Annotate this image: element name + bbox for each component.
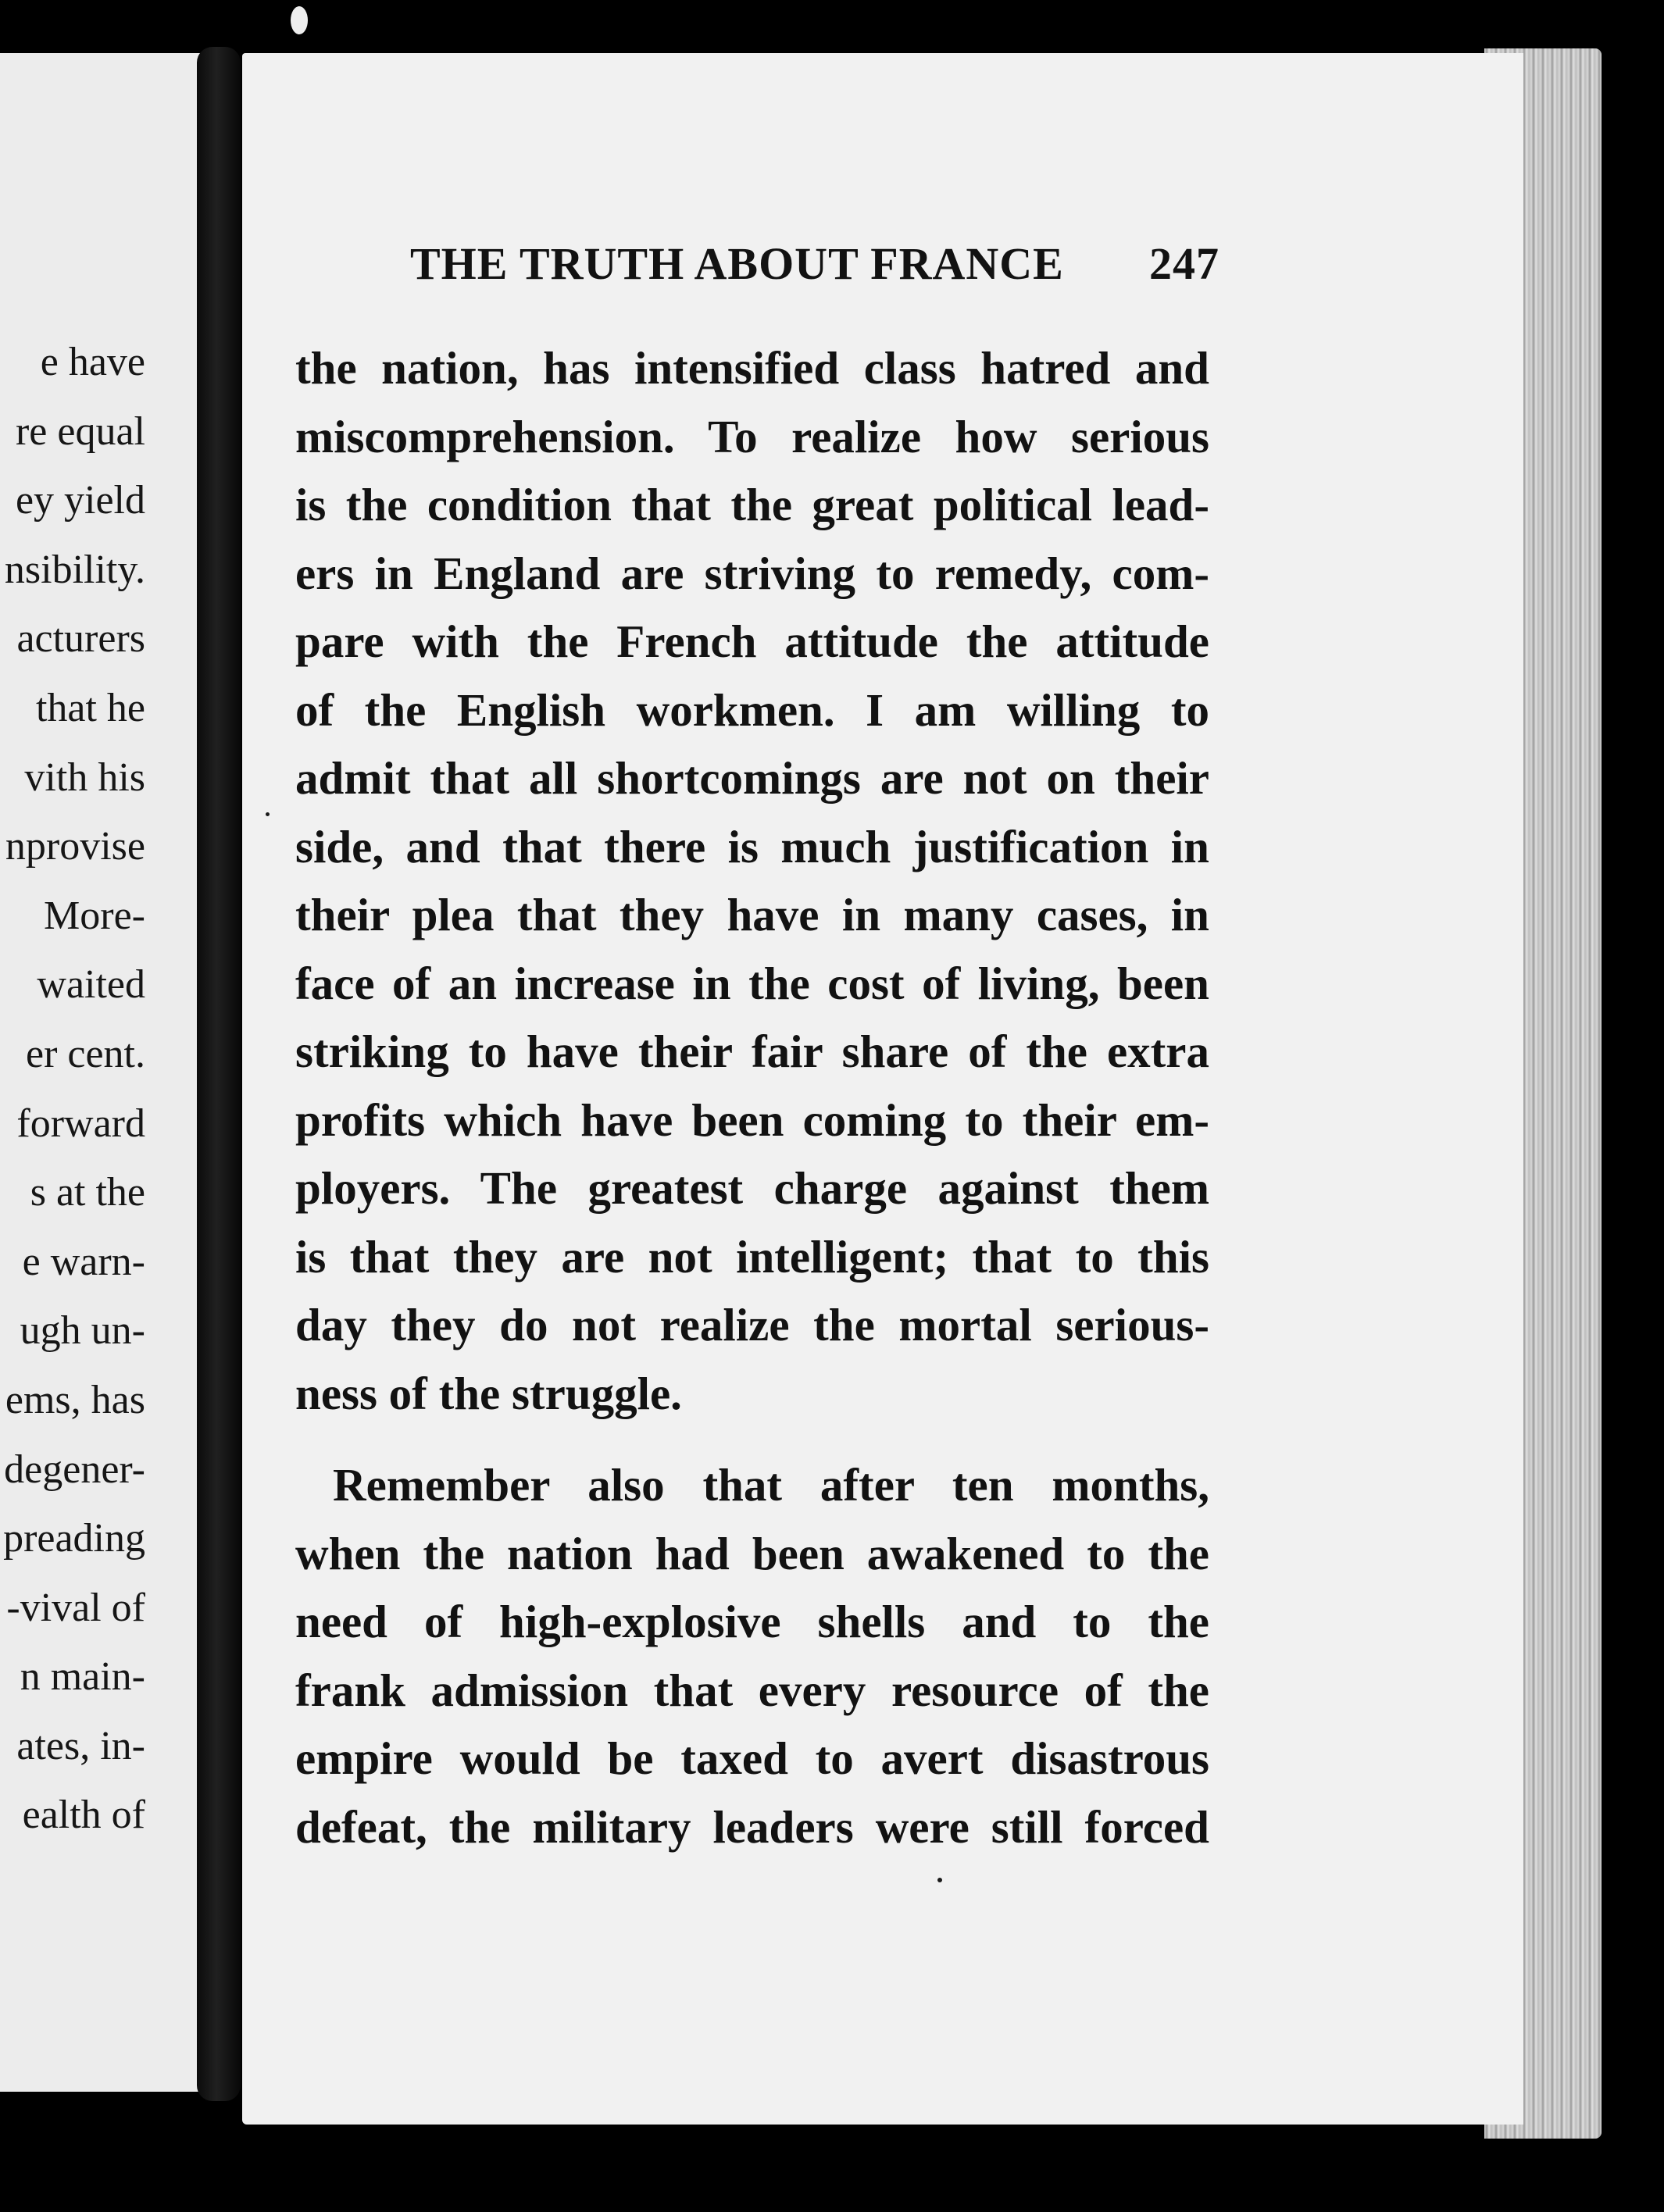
facing-line: ey yield [15, 478, 145, 523]
facing-page-left [0, 53, 205, 2092]
text-line: the nation, has intensified class hatred and [295, 342, 1209, 394]
page-number: 247 [1149, 238, 1219, 289]
facing-line: -vival of [6, 1585, 145, 1630]
facing-line: re equal [15, 409, 145, 454]
facing-line: More- [44, 893, 145, 938]
body-text [295, 334, 1209, 1861]
facing-line: ugh un- [20, 1308, 145, 1354]
facing-line: acturers [16, 616, 145, 662]
facing-line: forward [16, 1101, 145, 1146]
text-line: is that they are not intelligent; that to this [295, 1230, 1209, 1283]
facing-line: e warn- [22, 1239, 145, 1284]
text-line: when the nation had been awakened to the [295, 1527, 1209, 1579]
text-line: ness of the struggle. [295, 1367, 682, 1419]
text-line: profits which have been coming to their em- [295, 1094, 1209, 1146]
paragraph-2 [295, 1451, 1209, 1861]
text-line: frank admission that every resource of the [295, 1664, 1209, 1716]
text-line: face of an increase in the cost of living, been [295, 957, 1209, 1009]
scan-speck [266, 812, 270, 816]
facing-line: ates, in- [16, 1723, 145, 1768]
facing-line: nprovise [5, 824, 145, 869]
running-head-title: THE TRUTH ABOUT FRANCE [410, 238, 1064, 289]
scan-speck [291, 6, 308, 34]
running-head [410, 234, 1219, 305]
facing-line: waited [37, 962, 145, 1008]
book-gutter [197, 47, 241, 2101]
facing-line: nsibility. [4, 547, 145, 592]
text-line: defeat, the military leaders were still forced [295, 1800, 1209, 1853]
text-line: ployers. The greatest charge against them [295, 1162, 1209, 1214]
facing-line: that he [35, 685, 145, 730]
text-line: admit that all shortcomings are not on their [295, 752, 1209, 804]
text-line: day they do not realize the mortal serious- [295, 1299, 1209, 1350]
text-line: miscomprehension. To realize how serious [295, 410, 1209, 462]
text-line: need of high-explosive shells and to the [295, 1596, 1209, 1647]
text-line: ers in England are striving to remedy, com- [295, 547, 1209, 599]
text-line: of the English workmen. I am willing to [295, 683, 1209, 736]
facing-line: degener- [4, 1447, 145, 1492]
text-line: Remember also that after ten months, [333, 1459, 1209, 1511]
facing-line: preading [3, 1516, 145, 1561]
facing-line: s at the [30, 1170, 145, 1215]
paragraph-gap [295, 1428, 1209, 1451]
paragraph-1 [295, 334, 1209, 1428]
facing-line: ealth of [22, 1793, 145, 1838]
text-line: their plea that they have in many cases, in [295, 889, 1209, 940]
facing-page-text [0, 328, 145, 1850]
facing-line: e have [40, 340, 145, 384]
text-line: is the condition that the great political lead- [295, 479, 1209, 530]
facing-line: vith his [24, 755, 145, 800]
facing-line: ems, has [5, 1377, 145, 1422]
text-line: side, and that there is much justification in [295, 820, 1209, 872]
text-line: empire would be taxed to avert disastrous [295, 1732, 1209, 1784]
text-line: pare with the French attitude the attitude [295, 615, 1209, 667]
facing-line: er cent. [25, 1031, 145, 1076]
scan-speck [937, 1878, 942, 1882]
text-line: striking to have their fair share of the extra [295, 1026, 1209, 1077]
facing-line: n main- [20, 1654, 145, 1700]
